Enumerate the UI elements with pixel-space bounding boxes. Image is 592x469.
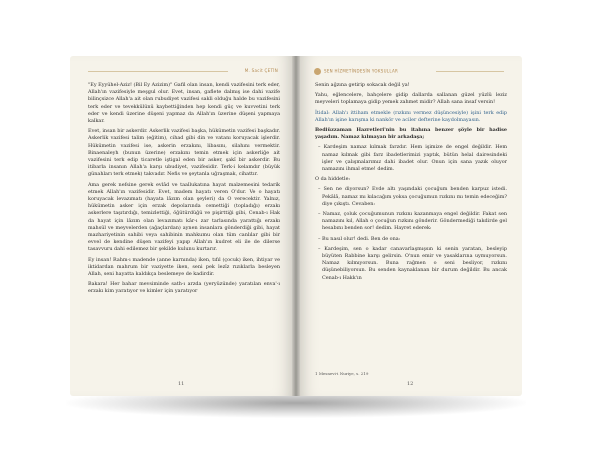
header-ornament-icon xyxy=(314,68,321,75)
paragraph: Bakara! Her bahar mevsiminde sath-ı arzda (yeryüzünde) yaratılan enva'-ı erzakı kim yaratıyor ve kimler için yaratıyor xyxy=(88,281,280,295)
page-number: 11 xyxy=(178,381,185,387)
left-page xyxy=(70,56,296,396)
paragraph: Yahu, eğlencelere, bahçelere gidip dallarda sallanan güzel yüzlü leziz meyveleri toplamaya gidip yemek zahmet midir? Allah sana insaf versin! xyxy=(315,92,507,106)
paragraph: Senin ağzına getirip sokacak değil ya! xyxy=(315,82,410,88)
paragraph: O da hiddetle: xyxy=(315,176,351,183)
right-running-header xyxy=(314,68,398,75)
right-page xyxy=(296,56,522,396)
right-page-text xyxy=(315,82,507,285)
left-running-header: M. Sacit ÇETİN xyxy=(244,68,278,73)
left-page-text xyxy=(88,82,280,299)
paragraph: Ey insan! Rahm-ı madende (anne karnında) iken, tıfıl (çocuk) iken, ihtiyar ve iktidardan mahrum bir vaziyette iken, seni pek lezîz rızıklarla besleyen Allah, seni hayatta kaldıkça beslemeye de kadirdir. xyxy=(88,256,280,278)
dialogue-line: – Bu nasıl olur! dedi. Ben de ona: xyxy=(318,235,401,242)
paragraph-quote: İtidal: Allah'ı ittiham etmekle (rızkını vermez düşüncesiyle) işini terk edip Allah'ın işine karışma ki nankör ve aciler defterine kaydolmayasın. xyxy=(315,109,507,123)
footnote: 1 Mesnevi-i Nuriye, s. 219 xyxy=(315,371,369,376)
header-rule xyxy=(436,71,504,72)
paragraph: "Ey Eyyühel-Aziz! (Bil Ey Azizim)" Gafil olan insan, kendi vazifesini terk eder, Allah'ın vazifesiyle meşgul olur. Evet, insan, gaflete dalmış ise dahi vazife bilinçsizce Allah'a ait olan rubudiyet vazifesi sakli olduğu halde bu vazifesini terk eder ve tevekkülünü kaybettiğinden hep kendi güç ve kuvvetini terk eder ve kendi üzerine düşeni yapmaz da Allah'ın üzerine düşeni yapmaya kalkar. xyxy=(88,82,280,125)
header-rule xyxy=(88,71,228,72)
book-spine xyxy=(292,56,300,396)
dialogue-line: – Kardeşim, sen o kadar canavarlaşmışsın ki senin yaratan, besleyip büyüten Rabbine karşı gelirsin. O'nun emir ve yasaklarına uymuyorsun. Namaz kılmıyorsun. Buna rağmen o seni besliyor, rızkını düşünebiliyorsun. Bu senden kaynaklanan bir durum değildir. Bu ancak Cenab-ı Hakk'ın xyxy=(318,245,507,281)
paragraph-bold: Bediüzzaman Hazretleri'nin bu itahına benzer şöyle bir hadise yaşadım. Namaz kılmayan bir arkadaşa; xyxy=(315,127,507,141)
dialogue-line: – Kardeşim namaz kılmak farzdır. Hem işimize de engel değildir. Hem namaz kılmak gibi farz ibadetlerimizi yaptık, bütün helal dairesindeki işler ve çalışmalarımız dahi ibadet olur. Onun için sana yazık oluyor namazını ihmal etme! dedim. xyxy=(318,144,507,173)
dialogue-line: – Sen ne diyorsun? Evde altı yaşındaki çocuğum benden karpuz istedi. Pekâlâ, namaz mı kılacağım yoksa çocuğumun rızkını mı temin edeceğim? diye çıkıştı. Cevaben: xyxy=(318,186,507,207)
paragraph: Evet, insan bir askerdir. Askerlik vazifesi başka, hükümetin vazifesi başkadır. Askerlik vazifesi talim (eğitim), cihad gibi din ve vatanı koruyacak işlerdir. Hükümetin vazifesi ise, askerin erzakını, libasını, silahını vermektir. Binaenaleyh (bunun üzerine) erzakını temin etmek için askerliğe ait vazifesini terk edip ticaretle iştigal eden bir asker, şakî bir askerdir. Bu itibarla insanın Allah'a karşı ubudiyet, vazifesidir. Terk-i kelamdır (büyük günahları terk etmek) takvadır. Nefis ve şeytanla uğraşmak, cihattır. xyxy=(88,128,280,178)
right-header-text: SEN HİZMETİNDESİN YOKSULLAR xyxy=(324,68,399,74)
paragraph: Ama gerek nefsine gerek evlâd ve taallukatına hayat malzemesini tedarik etmek Allah'ın vazifesidir. Evet, madem hayatı veren O'dur. Ve o hayatı koruyacak levazımatı (hayata lâzım olan şeyleri) da O verecektir. Yalnız, hükümetin asker için erzak depolarında cemettiği (topladığı) erzakı askerlere taşıtırdığı, temizlettiği, öğütürdüğü ve pişirttiği gibi, Cenab-ı Hak da hayat için lâzım olan levazımatı kâr-ı zar tarlasında yarattığı erzakı mahsül ve meyvelerden (ağaçlardan) aynen insanlara gönderdiği gibi, hayat mazhariyetinin sahibi veya sahibinin mahkumu olan tüm canlılar gibi bir evvel de kendine düşen vazifeyi yapıp Allah'ın kudret eli ile de dilerse tasavvuru dahi edilemez bir şekilde kulunu kurtarır. xyxy=(88,181,280,253)
page-number: 12 xyxy=(407,381,414,387)
dialogue-line: – Namaz, çoluk çocuğumunun rızkını kazanmaya engel değildir. Fakat sen namazını kıl, Allah o çocuğun rızkını gönderir. Göndermediği takdirde gel hesabını benden sor! dedim. Hayret ederek: xyxy=(318,211,507,232)
